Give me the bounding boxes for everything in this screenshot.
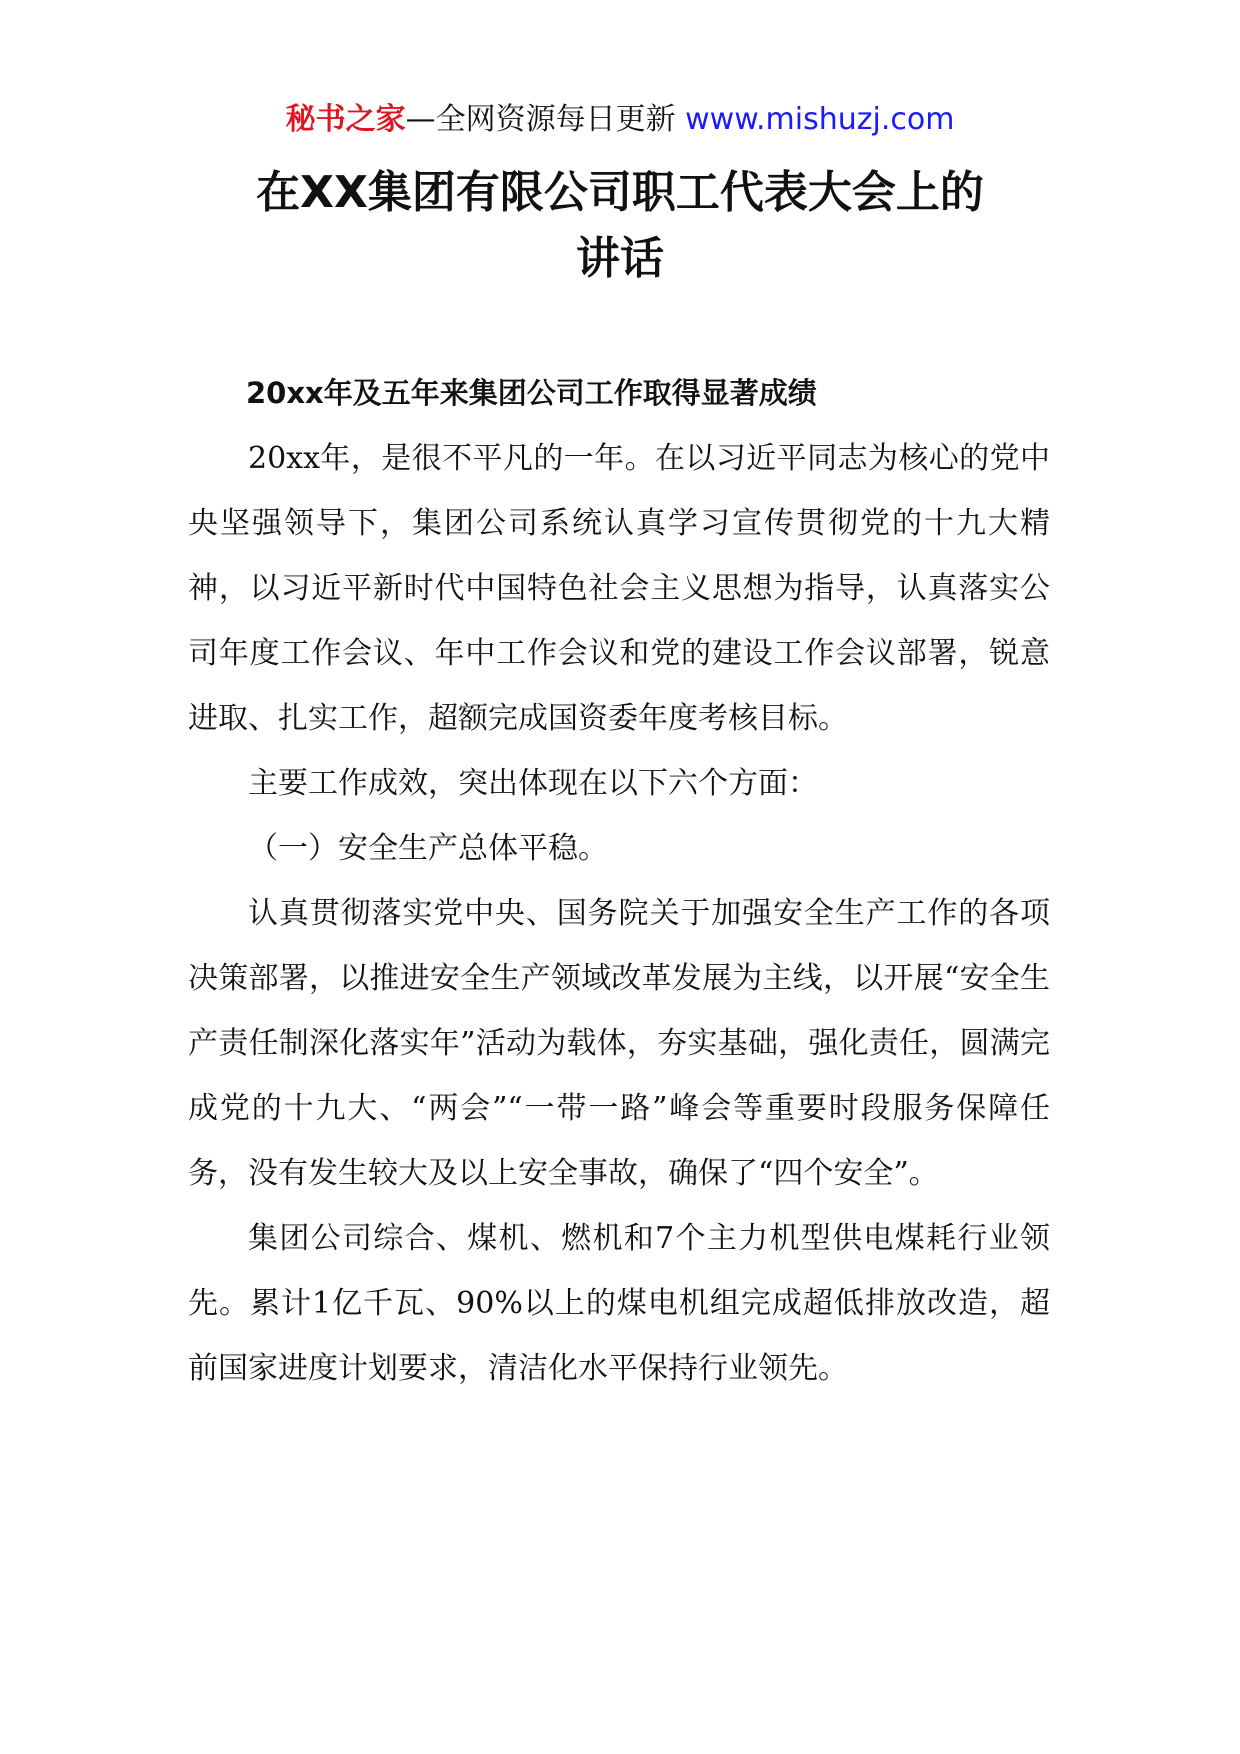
section-heading: 20xx年及五年来集团公司工作取得显著成绩 [246, 376, 817, 410]
document-body [188, 360, 1050, 1401]
header-tagline: —全网资源每日更新 [405, 102, 676, 137]
title-line-1: 在XX集团有限公司职工代表大会上的 [256, 167, 984, 218]
title-line-2: 讲话 [576, 233, 664, 284]
document-title [200, 160, 1040, 292]
site-url-link[interactable]: www.mishuzj.com [685, 102, 955, 137]
paragraph-3: （一）安全生产总体平稳。 [248, 831, 608, 866]
paragraph-2: 主要工作成效，突出体现在以下六个方面： [248, 766, 818, 801]
brand-name: 秘书之家 [285, 102, 406, 137]
paragraph-5: 集团公司综合、煤机、燃机和7个主力机型供电煤耗行业领先。累计1亿千瓦、90%以上的煤电机组完成超低排放改造，超前国家进度计划要求，清洁化水平保持行业领先。 [188, 1221, 1050, 1386]
paragraph-4: 认真贯彻落实党中央、国务院关于加强安全生产工作的各项决策部署，以推进安全生产领域改革发展为主线，以开展“安全生产责任制深化落实年”活动为载体，夯实基础，强化责任，圆满完成党的十九大、“两会”“一带一路”峰会等重要时段服务保障任务，没有发生较大及以上安全事故，确保了“四个安全”。 [188, 896, 1050, 1191]
site-header-banner [0, 100, 1240, 140]
paragraph-1: 20xx年，是很不平凡的一年。在以习近平同志为核心的党中央坚强领导下，集团公司系统认真学习宣传贯彻党的十九大精神，以习近平新时代中国特色社会主义思想为指导，认真落实公司年度工作会议、年中工作会议和党的建设工作会议部署，锐意进取、扎实工作，超额完成国资委年度考核目标。 [188, 441, 1050, 736]
